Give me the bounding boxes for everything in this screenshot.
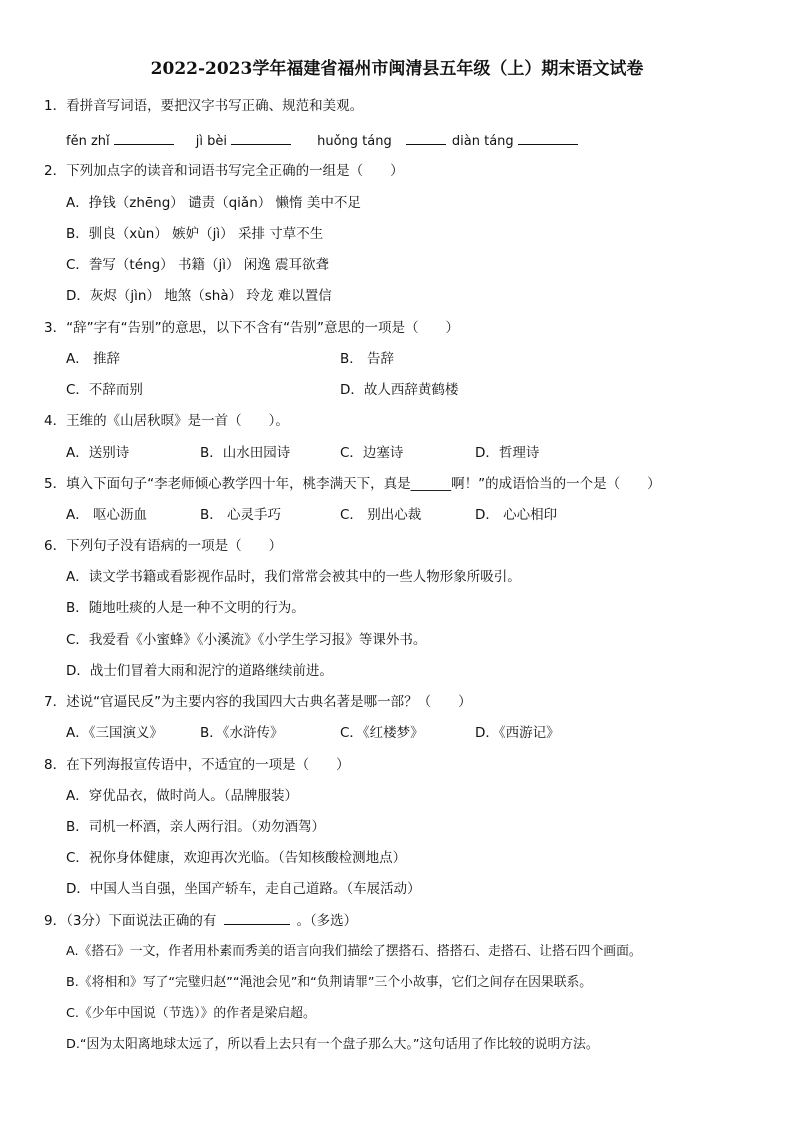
answer-blank-2[interactable] <box>231 130 291 145</box>
question-5-option-a: A． 呕心沥血 <box>66 507 148 523</box>
question-2-option-c: C．誊写（téng） 书籍（jì） 闲逸 震耳欲聋 <box>66 257 330 273</box>
question-2-stem: 2．下列加点字的读音和词语书写完全正确的一组是（ ） <box>44 163 404 179</box>
question-9-stem <box>44 910 357 931</box>
question-1-stem: 1．看拼音写词语，要把汉字书写正确、规范和美观。 <box>44 98 364 114</box>
question-8-option-b: B．司机一杯酒，亲人两行泪。（劝勿酒驾） <box>66 819 326 835</box>
question-3-option-c: C．不辞而别 <box>66 382 143 398</box>
question-3-option-d: D．故人西辞黄鹤楼 <box>340 382 459 398</box>
question-7-option-d: D．《西游记》 <box>475 725 560 741</box>
question-6-stem: 6．下列句子没有语病的一项是（ ） <box>44 538 283 554</box>
question-7-stem: 7．述说“官逼民反”为主要内容的我国四大古典名著是哪一部？（ ） <box>44 694 472 710</box>
question-3-option-b: B． 告辞 <box>340 351 395 367</box>
question-5-option-c: C． 别出心裁 <box>340 507 422 523</box>
question-2-option-a: A．挣钱（zhēng） 谴责（qiǎn） 懒惰 美中不足 <box>66 195 361 211</box>
question-8-option-d: D．中国人当自强，坐国产轿车，走自己道路。（车展活动） <box>66 881 421 897</box>
question-8-option-a: A．穿优品衣，做时尚人。（品牌服装） <box>66 788 298 804</box>
question-6-option-b: B．随地吐痰的人是一种不文明的行为。 <box>66 600 305 616</box>
question-9-stem-prefix: 9．（3分）下面说法正确的有 <box>44 913 217 929</box>
question-4-stem: 4．王维的《山居秋暝》是一首（ ）。 <box>44 413 289 429</box>
question-4-option-a: A．送别诗 <box>66 445 130 461</box>
question-8-stem: 8．在下列海报宣传语中，不适宜的一项是（ ） <box>44 757 350 773</box>
question-9-option-d: D.“因为太阳离地球太远了，所以看上去只有一个盘子那么大。”这句话用了作比较的说明方法。 <box>66 1037 599 1052</box>
exam-title: 2022-2023学年福建省福州市闽清县五年级（上）期末语文试卷 <box>150 59 644 79</box>
question-3-stem: 3．“辞”字有“告别”的意思，以下不含有“告别”意思的一项是（ ） <box>44 320 460 336</box>
question-4-option-b: B．山水田园诗 <box>200 445 291 461</box>
question-4-option-c: C．边塞诗 <box>340 445 404 461</box>
question-2-option-d: D．灰烬（jìn） 地煞（shà） 玲龙 难以置信 <box>66 288 332 304</box>
answer-blank-3[interactable] <box>406 130 446 145</box>
answer-blank-4[interactable] <box>518 130 578 145</box>
question-7-option-c: C．《红楼梦》 <box>340 725 424 741</box>
pinyin-3: huǒng táng <box>317 134 392 149</box>
question-9-stem-suffix: 。（多选） <box>296 913 358 929</box>
question-6-option-a: A．读文学书籍或看影视作品时，我们常常会被其中的一些人物形象所吸引。 <box>66 569 521 585</box>
question-6-option-c: C．我爱看《小蜜蜂》《小溪流》《小学生学习报》等课外书。 <box>66 632 427 648</box>
answer-blank-q9[interactable] <box>224 910 290 925</box>
question-1-pinyin-row <box>66 130 578 152</box>
question-5-option-d: D． 心心相印 <box>475 507 558 523</box>
question-7-option-a: A．《三国演义》 <box>66 725 163 741</box>
pinyin-2: jì bèi <box>195 134 227 149</box>
question-2-option-b: B．驯良（xùn） 嫉妒（jì） 采排 寸草不生 <box>66 226 324 242</box>
question-7-option-b: B．《水浒传》 <box>200 725 284 741</box>
pinyin-1: fěn zhǐ <box>66 134 110 149</box>
question-9-option-a: A.《搭石》一文，作者用朴素而秀美的语言向我们描绘了摆搭石、搭搭石、走搭石、让搭石四个画面。 <box>66 944 642 959</box>
question-5-stem: 5．填入下面句子“李老师倾心教学四十年，桃李满天下，真是______啊！”的成语恰当的一个是（ ） <box>44 476 661 492</box>
pinyin-4: diàn táng <box>451 134 514 149</box>
question-5-option-b: B． 心灵手巧 <box>200 507 282 523</box>
question-8-option-c: C．祝你身体健康，欢迎再次光临。（告知核酸检测地点） <box>66 850 407 866</box>
answer-blank-1[interactable] <box>114 130 174 145</box>
question-9-option-b: B.《将相和》写了“完璧归赵”“渑池会见”和“负荆请罪”三个小故事，它们之间存在因果联系。 <box>66 975 593 990</box>
question-4-option-d: D．哲理诗 <box>475 445 540 461</box>
question-3-option-a: A． 推辞 <box>66 351 121 367</box>
question-6-option-d: D．战士们冒着大雨和泥泞的道路继续前进。 <box>66 663 333 679</box>
question-9-option-c: C.《少年中国说（节选）》的作者是梁启超。 <box>66 1006 316 1021</box>
